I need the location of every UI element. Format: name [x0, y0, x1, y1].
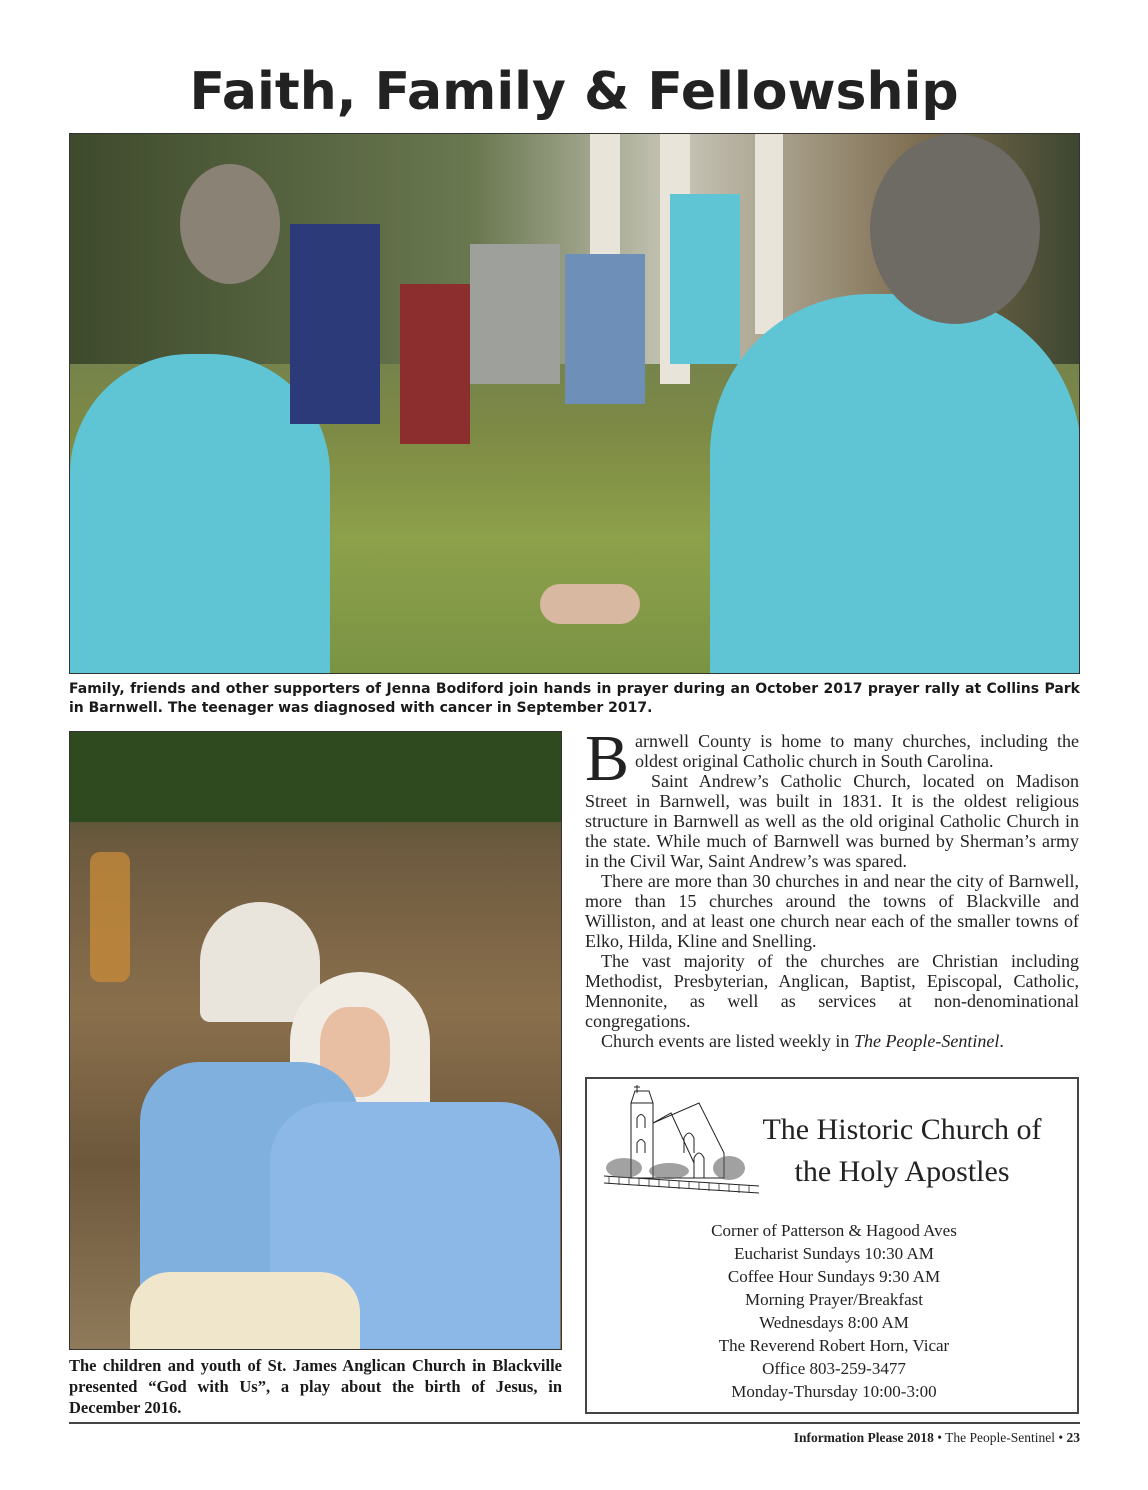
- footer-divider: [69, 1422, 1080, 1424]
- ad-address: Corner of Patterson & Hagood Aves: [711, 1221, 957, 1240]
- article-paragraph: [585, 722, 1079, 795]
- paragraph-text: arnwell County is home to many churches, including the oldest original Catholic church in South Carolina.: [635, 731, 1079, 771]
- prayer-rally-photo: [69, 133, 1080, 674]
- ad-service-time: Morning Prayer/Breakfast: [745, 1290, 923, 1309]
- photo2-caption: The children and youth of St. James Anglican Church in Blackville presented “God with Us”, a play about the birth of Jesus, in December 2016.: [69, 1356, 562, 1417]
- paragraph-text: .: [999, 1031, 1004, 1051]
- photo1-caption: Family, friends and other supporters of Jenna Bodiford join hands in prayer during an October 2017 prayer rally at Collins Park in Barnwell. The teenager was diagnosed with cancer in September 2017.: [69, 681, 1080, 716]
- article-paragraph: Saint Andrew’s Catholic Church, located on Madison Street in Barnwell, was built in 1831. It is the oldest religious structure in Barnwell as well as the old original Catholic Church in the state. While much of Barnwell was burned by Sherman’s army in the Civil War, Saint Andrew’s was spared.: [585, 771, 1079, 871]
- ad-service-time: Wednesdays 8:00 AM: [759, 1313, 909, 1332]
- ad-title-line: The Historic Church of: [762, 1113, 1042, 1146]
- ad-title: [732, 1109, 1072, 1193]
- article-paragraph: [585, 1031, 1079, 1051]
- article-paragraph: There are more than 30 churches in and near the city of Barnwell, more than 15 churches around the towns of Blackville and Williston, and at least one church near each of the smaller towns of Elko, Hilda, Kline and Snelling.: [585, 871, 1079, 951]
- drop-cap: B: [585, 722, 630, 795]
- ad-service-time: Eucharist Sundays 10:30 AM: [734, 1244, 934, 1263]
- footer-separator: •: [1055, 1430, 1067, 1445]
- article-paragraph: The vast majority of the churches are Christian including Methodist, Presbyterian, Anglican, Baptist, Episcopal, Catholic, Mennonite, as well as services at non-denominational congregations.: [585, 951, 1079, 1031]
- church-advertisement: [585, 1077, 1079, 1414]
- nativity-play-photo: [69, 731, 562, 1350]
- footer-publication: Information Please 2018: [793, 1430, 934, 1445]
- publication-name: The People-Sentinel: [853, 1031, 1000, 1051]
- ad-service-time: Coffee Hour Sundays 9:30 AM: [727, 1267, 941, 1286]
- page-title: Faith, Family & Fellowship: [189, 62, 959, 122]
- ad-title-line: the Holy Apostles: [794, 1155, 1010, 1188]
- footer-separator: •: [933, 1430, 946, 1445]
- page-footer: [794, 1430, 1080, 1446]
- paragraph-text: Church events are listed weekly in: [601, 1031, 854, 1051]
- ad-phone: Office 803-259-3477: [762, 1359, 906, 1378]
- article-body: [585, 722, 1079, 1051]
- page-number: 23: [1066, 1430, 1080, 1445]
- ad-vicar: The Reverend Robert Horn, Vicar: [718, 1336, 950, 1355]
- ad-office-hours: Monday-Thursday 10:00-3:00: [731, 1382, 937, 1401]
- ad-details: [587, 1219, 1081, 1403]
- footer-paper: The People-Sentinel: [945, 1430, 1056, 1445]
